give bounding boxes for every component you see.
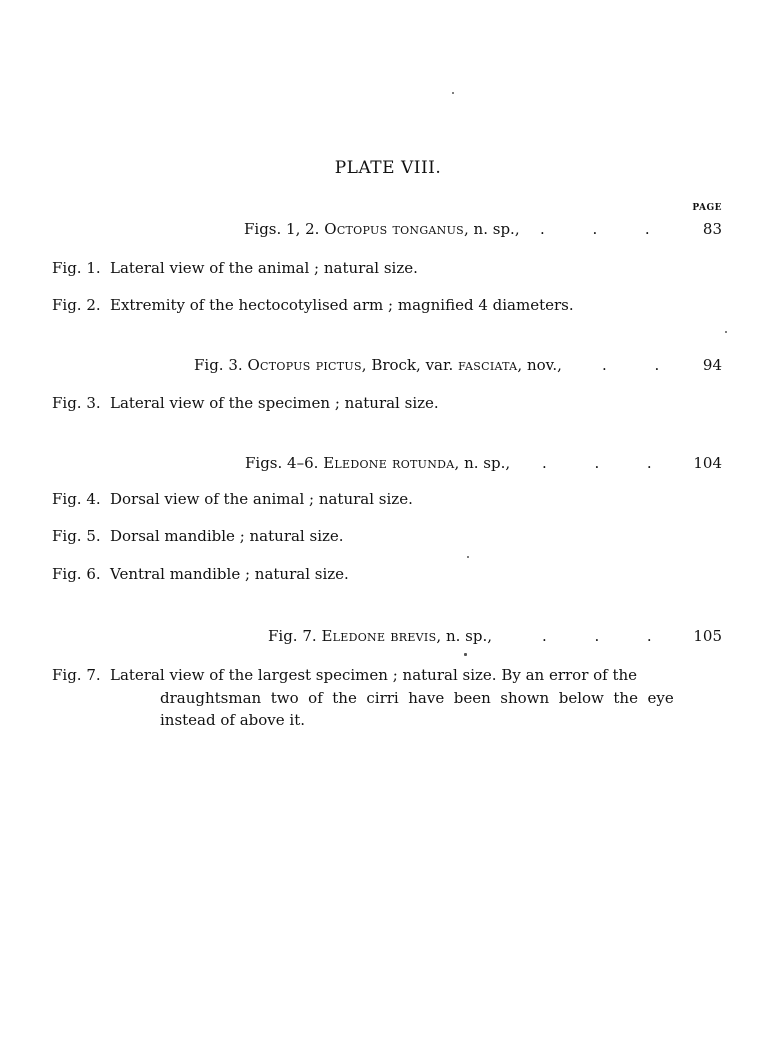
figure-caption [52,259,418,277]
leader-dots: . . . [540,220,650,238]
figure-text: Lateral view of the largest specimen ; natural size. By an error of the [110,666,638,684]
section-heading-1 [244,220,520,238]
leader-dots: . . [602,356,660,374]
caption-continuation: draughtsman two of the cirri have been shown below the eye [160,689,674,707]
figure-label: Fig. 3. [52,394,101,412]
heading-suffix: , nov., [517,356,562,374]
page-column-label: PAGE [692,203,722,213]
caption-continuation: instead of above it. [160,711,306,729]
heading-suffix: , n. sp., [454,454,511,472]
species-name: Octopus tonganus [324,220,465,238]
scan-speck [464,653,467,656]
heading-suffix: , n. sp., [464,220,520,238]
section-heading-4 [268,627,492,645]
figure-label: Fig. 6. [52,565,101,583]
figure-text: Dorsal mandible ; natural size. [110,527,344,545]
species-name: Eledone rotunda [323,454,455,472]
heading-mid: , Brock, var. [361,356,454,374]
plate-title: PLATE VIII. [334,158,442,178]
figure-text: Lateral view of the animal ; natural size. [110,259,418,277]
figure-caption [52,296,574,314]
section-heading-3 [245,454,510,472]
figure-caption [52,394,439,412]
figure-text: Lateral view of the specimen ; natural size. [110,394,439,412]
figure-text: Ventral mandible ; natural size. [110,565,349,583]
page-number: 104 [693,454,722,472]
figure-caption [52,527,344,545]
heading-prefix: Figs. 4–6. [245,454,319,472]
scan-speck [467,556,469,558]
page-number: 94 [702,356,722,374]
figure-caption [52,666,637,684]
heading-prefix: Fig. 7. [268,627,317,645]
figure-caption [52,490,413,508]
figure-text: Dorsal view of the animal ; natural size. [110,490,413,508]
species-name: Eledone brevis [321,627,437,645]
page-number: 105 [693,627,722,645]
section-heading-2 [194,356,562,374]
figure-label: Fig. 7. [52,666,101,684]
leader-dots: . . . [542,627,652,645]
variety-name: fasciata [458,356,518,374]
leader-dots: . . . [542,454,652,472]
figure-label: Fig. 5. [52,527,101,545]
scan-speck [725,331,727,333]
heading-prefix: Fig. 3. [194,356,243,374]
figure-label: Fig. 2. [52,296,101,314]
species-name: Octopus pictus [247,356,362,374]
heading-prefix: Figs. 1, 2. [244,220,320,238]
figure-text: Extremity of the hectocotylised arm ; magnified 4 diameters. [110,296,574,314]
figure-caption [52,565,349,583]
figure-label: Fig. 4. [52,490,101,508]
scan-speck [452,92,454,94]
page-number: 83 [702,220,722,238]
heading-suffix: , n. sp., [436,627,492,645]
figure-label: Fig. 1. [52,259,101,277]
